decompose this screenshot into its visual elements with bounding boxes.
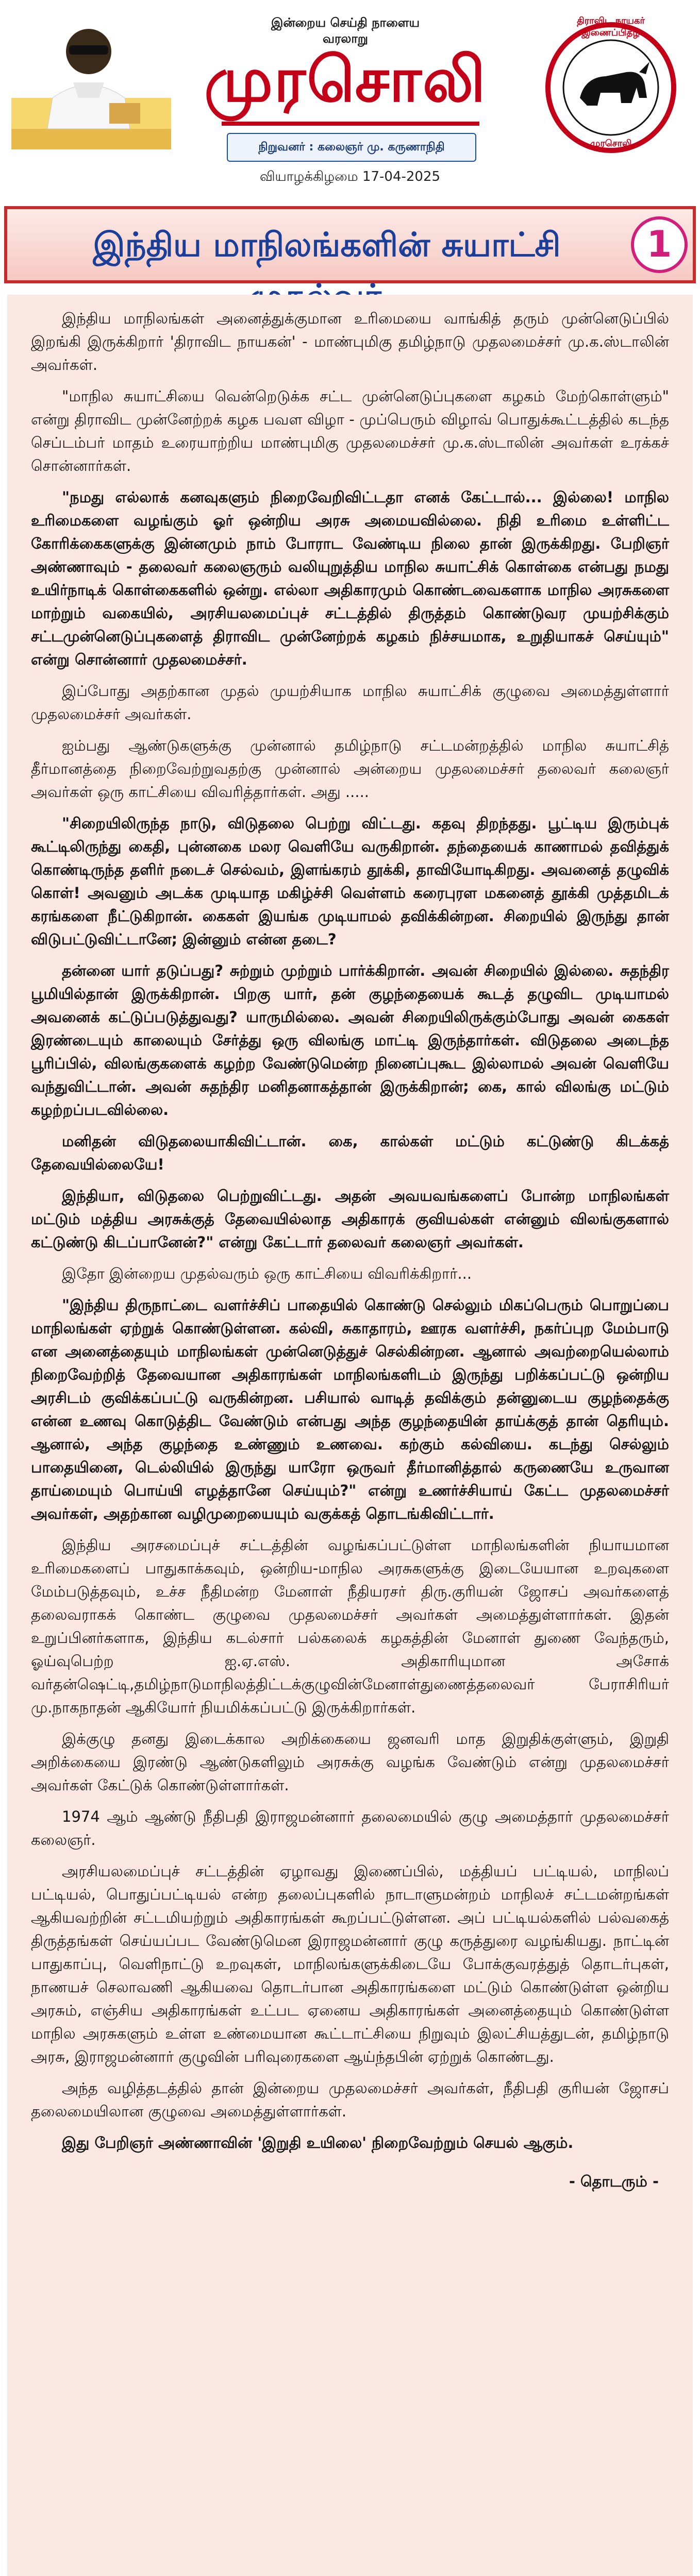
quoted-paragraph: "நமது எல்லாக் கனவுகளும் நிறைவேறிவிட்டதா எனக் கேட்டால்... இல்லை! மாநில உரிமைகளை வழங்கும் ஓர் ஒன்றிய அரசு அமையவில்லை. நிதி உரிமை உள்ளிட்ட கோரிக்கைகளுக்கு இன்னமும் நாம் போராட வேண்டிய நிலை தான் இருக்கிறது. பேறிஞர் அண்ணாவும் - தலைவர் கலைஞரும் வலியுறுத்திய மாநில சுயாட்சிக் கொள்கை என்பது நமது உயிர்நாடிக் கொள்கைகளில் ஒன்று. எல்லா அதிகாரமும் கொண்டவைகளாக மாநில அரசுகளை மாற்றும் வகையில், அரசியலமைப்புச் சட்டத்தில் திருத்தம் கொண்டுவர முயற்சிக்கும் சட்டமுன்னெடுப்புகளைத் திராவிட முன்னேற்றக் கழகம் நிச்சயமாக, உறுதியாகச் செய்யும்" என்று சொன்னார் முதலமைச்சர். [31, 488, 669, 668]
paragraph: "மாநில சுயாட்சியை வென்றெடுக்க சட்ட முன்னெடுப்புகளை கழகம் மேற்கொள்ளும்" என்று திராவிட முன்னேற்றக் கழக பவள விழா - முப்பெரும் விழாவ் பொதுக்கூட்டத்தில் கடந்த செப்டம்பர் மாதம் உரையாற்றிய மாண்புமிகு முதலமைச்சர் மு.க.ஸ்டாலின் அவர்கள் உரக்கச் சொன்னார்கள். [31, 387, 669, 474]
paragraph: ஐம்பது ஆண்டுகளுக்கு முன்னால் தமிழ்நாடு சட்டமன்றத்தில் மாநில சுயாட்சித் தீர்மானத்தை நிறைவேற்றுவதற்கு முன்னால் அன்றைய முதலமைச்சர் தலைவர் கலைஞர் அவர்கள் ஒரு காட்சியை விவரித்தார்கள். அது ..... [31, 737, 669, 801]
paragraph: அந்த வழித்தடத்தில் தான் இன்றைய முதலமைச்சர் அவர்கள், நீதிபதி குரியன் ஜோசப் தலைமையிலான குழுவை அமைத்துள்ளார்கள். [31, 2079, 669, 2120]
quoted-paragraph: மனிதன் விடுதலையாகிவிட்டான். கை, கால்கள் மட்டும் கட்டுண்டு கிடக்கத் தேவையில்லையே! [31, 1132, 669, 1173]
dateline: வியாழக்கிழமை 17-04-2025 [259, 169, 441, 184]
article-body [7, 295, 693, 2576]
masthead-tagline: இன்றைய செய்தி நாளைய வரலாறு [271, 15, 420, 46]
brand-underline [222, 122, 479, 126]
bull-emblem-icon [544, 21, 678, 155]
quoted-paragraph: தன்னை யார் தடுப்பது? சுற்றும் முற்றும் பார்க்கிறான். அவன் சிறையில் இல்லை. சுதந்திர பூமியில்தான் இருக்கிறான். பிறகு யார், தன் குழந்தையைக் கூடத் தழுவிட முடியாமல் அவனைக் கட்டுப்படுத்துவது? யாருமில்லை. அவன் சிறையிலிருக்கும்போது அவன் கைகள் இரண்டையும் காலையும் சேர்த்து ஒரு விலங்கு மாட்டி இருந்தார்கள். விடுதலை அடைந்த பூரிப்பில், விலங்குகளைக் கழற்ற வேண்டுமென்ற நினைப்புகூட இல்லாமல் அவன் வெளியே வந்துவிட்டான். அவன் சுதந்திர மனிதனாகத்தான் இருக்கிறான்; கை, கால் விலங்கு மட்டும் கழற்றப்படவில்லை. [31, 962, 669, 1118]
paragraph: இக்குழு தனது இடைக்கால அறிக்கையை ஜனவரி மாத இறுதிக்குள்ளும், இறுதி அறிக்கையை இரண்டு ஆண்டுகளிலும் அரசுக்கு வழங்க வேண்டும் என்று முதலமைச்சர் அவர்கள் கேட்டுக் கொண்டுள்ளார்கள். [31, 1730, 669, 1794]
paragraph: 1974 ஆம் ஆண்டு நீதிபதி இராஜமன்னார் தலைமையில் குழு அமைத்தார் முதலமைச்சர் கலைஞர். [31, 1808, 669, 1849]
emblem-caption: திராவிட நாயகர் இணைப்பிதழ் [577, 15, 645, 38]
leader-portrait-icon [11, 21, 171, 149]
quoted-paragraph: "இந்திய திருநாட்டை வளர்ச்சிப் பாதையில் கொண்டு செல்லும் மிகப்பெரும் பொறுப்பை மாநிலங்கள் ஏற்றுக் கொண்டுள்ளன. கல்வி, சுகாதாரம், ஊரக வளர்ச்சி, நகர்ப்புற மேம்பாடு என அனைத்தையும் மாநிலங்கள் முன்னெடுத்துச் செல்கின்றன. ஆனால் அவற்றையெல்லாம் நிறைவேற்றித் தேவையான அதிகாரங்கள் மாநிலங்களிடம் இருந்து பறிக்கப்பட்டு ஒன்றிய அரசிடம் குவிக்கப்பட்டு வருகின்றன. பசியால் வாடித் தவிக்கும் தன்னுடைய குழந்தைக்கு என்ன உணவு கொடுத்திட வேண்டும் என்பது அந்த குழந்தையின் தாய்க்குத் தான் தெரியும். ஆனால், அந்த குழந்தை உண்ணும் உணவை. கற்கும் கல்வியை. கடந்து செல்லும் பாதையினை, டெல்லியில் இருந்து யாரோ ஒருவர் தீர்மானித்தால் கருணையே உருவான தாய்மையும் பொய்யி எழத்தானே செய்யும்?" என்று உணர்ச்சியாய் கேட்ட முதலமைச்சர் அவர்கள், அதற்கான வழிமுறையையும் வகுக்கத் தொடங்கிவிட்டார். [31, 1296, 669, 1522]
quoted-paragraph: இந்தியா, விடுதலை பெற்றுவிட்டது. அதன் அவயவங்களைப் போன்ற மாநிலங்கள் மட்டும் மத்திய அரசுக்குத் தேவையில்லாத அதிகாரக் குவியல்கள் என்னும் விலங்குகளால் கட்டுண்டு கிடப்பானேன்?" என்று கேட்டார் தலைவர் கலைஞர் அவர்கள். [31, 1187, 669, 1251]
masthead [0, 0, 700, 196]
paragraph: இந்திய மாநிலங்கள் அனைத்துக்குமான உரிமையை வாங்கித் தரும் முன்னெடுப்பில் இறங்கி இருக்கிறார் 'திராவிட நாயகன்' - மாண்புமிகு தமிழ்நாடு முதலமைச்சர் மு.க.ஸ்டாலின் அவர்கள். [31, 310, 669, 374]
brand-logo: முரசொலி [204, 43, 487, 116]
headline-title: இந்திய மாநிலங்களின் சுயாட்சி [93, 226, 561, 264]
emblem-subcaption: முரசொலி [590, 138, 632, 149]
article-text [7, 295, 693, 2193]
part-number-badge: 1 [631, 216, 688, 273]
paragraph: இதோ இன்றைய முதல்வரும் ஒரு காட்சியை விவரிக்கிறார்... [62, 1265, 472, 1282]
founder-label: நிறுவனர் : கலைஞர் மு. கருணாநிதி [227, 133, 476, 162]
paragraph: இந்திய அரசமைப்புச் சட்டத்தின் வழங்கப்பட்டுள்ள மாநிலங்களின் நியாயமான உரிமைகளைப் பாதுகாக்கவும், ஒன்றிய-மாநில அரசுகளுக்கு இடையேயான உறவுகளை மேம்படுத்தவும், உச்ச நீதிமன்ற மேனாள் நீதியரசர் திரு.குரியன் ஜோசப் அவர்களைத் தலைவராகக் கொண்ட குழுவை முதலமைச்சர் அவர்கள் அமைத்துள்ளார்கள். இதன் உறுப்பினர்களாக, இந்திய கடல்சார் பல்கலைக் கழகத்தின் மேனாள் துணை வேந்தரும், ஓய்வுபெற்ற ஐ.ஏ.எஸ். அதிகாரியுமான அசோக் வர்தன்ஷெட்டி,தமிழ்நாடுமாநிலத்திட்டக்குழுவின்மேனாள்துணைத்தலைவர் பேராசிரியர் மு.நாகநாதன் ஆகியோர் நியமிக்கப்பட்டு இருக்கிறார்கள். [31, 1536, 669, 1716]
paragraph: இப்போது அதற்கான முதல் முயற்சியாக மாநில சுயாட்சிக் குழுவை அமைத்துள்ளார் முதலமைச்சர் அவர்கள். [31, 682, 669, 723]
paragraph: அரசியலமைப்புச் சட்டத்தின் ஏழாவது இணைப்பில், மத்தியப் பட்டியல், மாநிலப் பட்டியல், பொதுப்பட்டியல் என்ற தலைப்புகளில் நாடாளுமன்றம் மாநிலச் சட்டமன்றங்கள் ஆகியவற்றின் சட்டமியற்றும் அதிகாரங்கள் கூறப்பட்டுள்ளன. அப் பட்டியல்களில் பல்வகைத் திருத்தங்கள் செய்யப்பட வேண்டுமென இராஜமன்னார் குழு கருத்துரை வழங்கியது. நாட்டின் பாதுகாப்பு, வெளிநாட்டு உறவுகள், மாநிலங்களுக்கிடையே போக்குவரத்துத் தொடர்புகள், நாணயச் செலாவணி ஆகியவை தொடர்பான அதிகாரங்களை மட்டும் கொண்டுள்ள ஒன்றிய அரசும், எஞ்சிய அதிகாரங்கள் உட்பட ஏனைய அதிகாரங்கள் அனைத்தையும் கொண்டுள்ள மாநில அரசுகளும் உள்ள உண்மையான கூட்டாட்சியை நிறுவும் இலட்சியத்துடன், தமிழ்நாடு அரசு, இராஜமன்னார் குழுவின் பரிவுரைகளை ஆய்ந்தபின் ஏற்றுக் கொண்டது. [31, 1862, 669, 2065]
headline-banner [4, 206, 696, 283]
quoted-paragraph: "சிறையிலிருந்த நாடு, விடுதலை பெற்று விட்டது. கதவு திறந்தது. பூட்டிய இரும்புக் கூட்டிலிருந்து கைதி, புன்னகை மலர வெளியே வருகிறான். தந்தையைக் காணாமல் தவித்துக் கொண்டிருந்த தளிர் நடைச் செல்வம், இளங்கரம் தூக்கி, தாவியோடிகிறது. அவனைத் தழுவிக் கொள்! அவனும் அடக்க முடியாத மகிழ்ச்சி வெள்ளம் கரைபுரள மகனைத் தூக்கி முத்தமிடக் கரங்களை நீட்டுகிறான். கைகள் இயங்க முடியாமல் தவிக்கின்றன. சிறையில் இருந்து தான் விடுபட்டுவிட்டானே; இன்னும் என்ன தடை? [31, 815, 669, 948]
quoted-paragraph: இது பேறிஞர் அண்ணாவின் 'இறுதி உயிலை' நிறைவேற்றும் செயல் ஆகும். [62, 2134, 574, 2151]
continued-note: - தொடரும் - [569, 2173, 659, 2190]
